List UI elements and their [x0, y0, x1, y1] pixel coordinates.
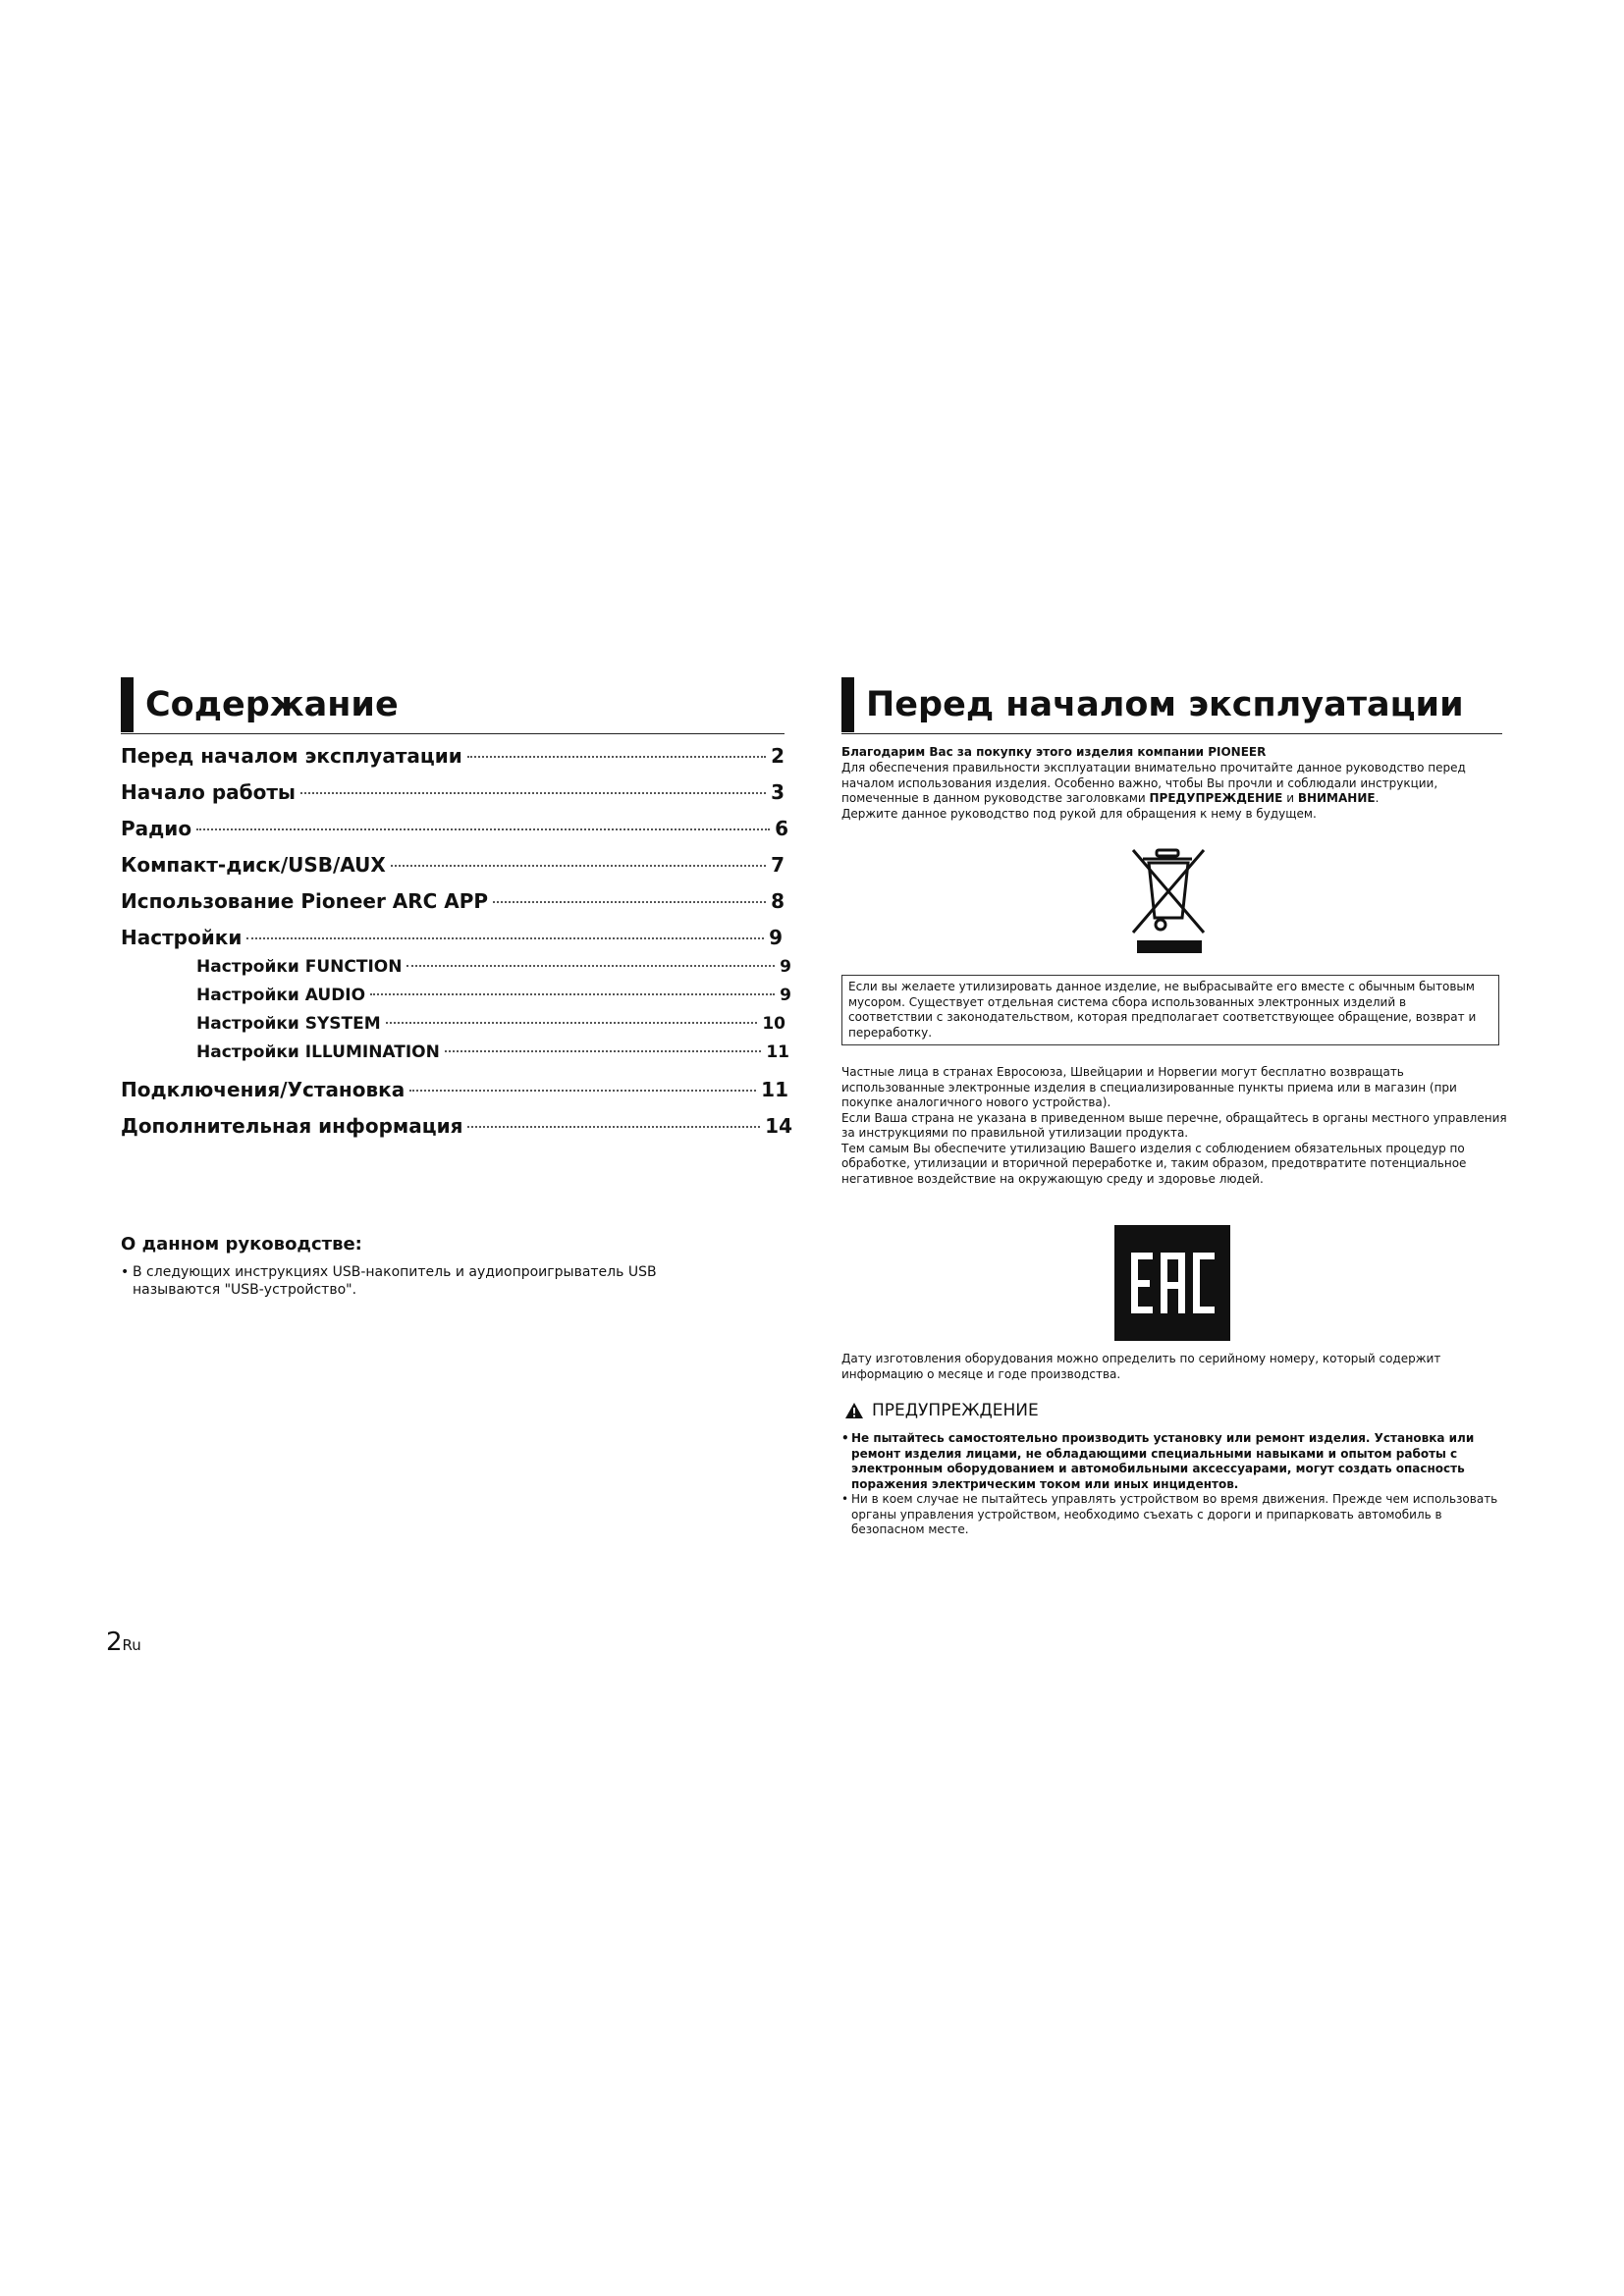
eu-text-3: Тем самым Вы обеспечите утилизацию Вашего изделия с соблюдением обязательных процедур по обработке, утилизации и вторичной переработке и, таким образом, предотвратите потенциальное негативное воздействие на окружающую среду и здоровье людей.	[841, 1141, 1467, 1186]
toc-entry[interactable]	[121, 817, 788, 840]
before-heading-text: Перед началом эксплуатации	[866, 684, 1464, 724]
toc-entry-title: Радио	[121, 817, 192, 840]
warning-item	[841, 1492, 1509, 1538]
toc-sub-page: 9	[780, 986, 791, 1005]
toc-entry[interactable]	[121, 744, 785, 768]
toc-entry-page: 2	[771, 744, 785, 768]
about-manual-bullet	[121, 1263, 710, 1299]
toc-leader	[391, 865, 766, 867]
toc-sub-entry[interactable]	[196, 957, 791, 977]
heading-bar	[121, 677, 134, 732]
toc-entry-title: Начало работы	[121, 780, 297, 804]
toc-entry[interactable]	[121, 926, 783, 949]
toc-entry-page: 8	[771, 889, 785, 913]
bin-handle	[1157, 850, 1178, 856]
intro-text: Для обеспечения правильности эксплуатации внимательно прочитайте данное руководство перед началом использования изделия. Особенно важно, чтобы Вы прочли и соблюдали инструкции, помеченные в данном руководстве заголовками	[841, 761, 1466, 805]
about-manual-text: В следующих инструкциях USB-накопитель и аудиопроигрыватель USB называются "USB-устройство".	[133, 1264, 657, 1298]
intro-end: .	[1375, 791, 1380, 805]
toc-sub-entry[interactable]	[196, 1014, 785, 1034]
toc-sub-entry[interactable]	[196, 986, 791, 1005]
toc-sub-page: 9	[780, 957, 791, 977]
eac-c-top	[1193, 1253, 1215, 1259]
toc-leader	[300, 792, 766, 794]
eac-a-top	[1161, 1253, 1185, 1259]
toc-entry-title: Компакт-диск/USB/AUX	[121, 853, 386, 877]
toc-entry-title: Перед началом эксплуатации	[121, 744, 462, 768]
toc-entry-page: 11	[761, 1078, 788, 1101]
eac-c-bottom	[1193, 1307, 1215, 1313]
bin-underline-bar	[1137, 940, 1202, 953]
eac-c-stem	[1193, 1253, 1200, 1313]
toc-leader	[493, 901, 766, 903]
about-manual-title: О данном руководстве:	[121, 1234, 362, 1255]
intro-keep-text: Держите данное руководство под рукой для обращения к нему в будущем.	[841, 806, 1317, 821]
toc-sub-entry[interactable]	[196, 1042, 789, 1062]
warning-item	[841, 1431, 1509, 1492]
manufacture-date-text: Дату изготовления оборудования можно определить по серийному номеру, который содержит информацию о месяце и годе производства.	[841, 1352, 1441, 1381]
warning-title: ПРЕДУПРЕЖДЕНИЕ	[872, 1401, 1039, 1420]
warning-item-text: Ни в коем случае не пытайтесь управлять устройством во время движения. Прежде чем использовать органы управления устройством, необходимо съехать с дороги и припарковать автомобиль в безопасном месте.	[851, 1492, 1498, 1536]
warning-item-text: Не пытайтесь самостоятельно производить установку или ремонт изделия. Установка или ремонт изделия лицами, не обладающими специальными навыками и опытом работы с электронным оборудованием и автомобильными аксессуарами, могут создать опасность поражения электрическим током или иных инцидентов.	[851, 1431, 1475, 1491]
toc-leader	[445, 1050, 761, 1052]
bullet-dot: •	[121, 1264, 130, 1280]
toc-sub-page: 11	[766, 1042, 789, 1062]
eu-text-2: Если Ваша страна не указана в приведенном выше перечне, обращайтесь в органы местного управления за инструкциями по правильной утилизации продукта.	[841, 1110, 1507, 1140]
intro-bold-caution: ВНИМАНИЕ	[1297, 791, 1376, 805]
toc-entry-title: Настройки	[121, 926, 243, 949]
eac-a-mid	[1161, 1282, 1185, 1289]
toc-entry-page: 3	[771, 780, 785, 804]
intro-and: и	[1282, 791, 1298, 805]
toc-sub-page: 10	[762, 1014, 785, 1034]
page-number-digit: 2	[106, 1628, 123, 1657]
toc-entry[interactable]	[121, 1114, 792, 1138]
toc-leader	[467, 756, 766, 758]
thanks-line: Благодарим Вас за покупку этого изделия компании PIONEER	[841, 745, 1267, 759]
eac-e-top	[1131, 1253, 1153, 1259]
toc-leader	[409, 1090, 756, 1092]
page-number	[106, 1628, 141, 1657]
toc-heading-text: Содержание	[145, 684, 399, 724]
bullet-dot: •	[841, 1431, 849, 1445]
toc-entry-title: Дополнительная информация	[121, 1114, 463, 1138]
intro-bold-warning: ПРЕДУПРЕЖДЕНИЕ	[1149, 791, 1283, 805]
toc-entry[interactable]	[121, 853, 785, 877]
heading-bar	[841, 677, 854, 732]
toc-entry[interactable]	[121, 889, 785, 913]
wheelie-bin-icon	[1127, 844, 1210, 959]
toc-sub-title: Настройки AUDIO	[196, 986, 366, 1005]
toc-entry-title: Подключения/Установка	[121, 1078, 406, 1101]
warning-header	[844, 1401, 1039, 1420]
toc-leader	[370, 993, 775, 995]
toc-leader	[196, 828, 770, 830]
warning-triangle-icon	[844, 1402, 864, 1419]
eac-mark-icon	[1114, 1225, 1230, 1341]
eu-text-1: Частные лица в странах Евросоюза, Швейцарии и Норвегии могут бесплатно возвращать использованные электронные изделия в специализированные пункты приема или в магазин (при покупке аналогичного нового устройства).	[841, 1065, 1457, 1109]
toc-entry-page: 14	[765, 1114, 792, 1138]
toc-entry-title: Использование Pioneer ARC APP	[121, 889, 489, 913]
toc-sub-title: Настройки ILLUMINATION	[196, 1042, 440, 1062]
toc-entry[interactable]	[121, 780, 785, 804]
toc-entry-page: 7	[771, 853, 785, 877]
before-heading	[841, 675, 1502, 734]
toc-leader	[467, 1126, 760, 1128]
exclamation-bar	[853, 1408, 855, 1414]
intro-paragraph	[841, 761, 1509, 822]
toc-sub-title: Настройки FUNCTION	[196, 957, 403, 977]
toc-entry-page: 9	[769, 926, 783, 949]
bin-wheel	[1156, 920, 1165, 930]
toc-sub-title: Настройки SYSTEM	[196, 1014, 381, 1034]
eac-e-mid	[1131, 1280, 1150, 1287]
toc-leader	[406, 965, 775, 967]
page-number-lang: Ru	[122, 1636, 141, 1654]
eu-disposal-text	[841, 1065, 1509, 1187]
exclamation-dot	[853, 1415, 855, 1417]
toc-entry[interactable]	[121, 1078, 788, 1101]
toc-heading	[121, 675, 785, 734]
disposal-box: Если вы желаете утилизировать данное изделие, не выбрасывайте его вместе с обычным бытовым мусором. Существует отдельная система сбора использованных электронных изделий в соответствии с законодательством, которая предполагает соответствующее обращение, возврат и переработку.	[841, 975, 1499, 1045]
eac-e-bottom	[1131, 1307, 1153, 1313]
toc-leader	[246, 937, 764, 939]
toc-leader	[386, 1022, 758, 1024]
toc-entry-page: 6	[775, 817, 788, 840]
warning-list	[841, 1431, 1509, 1538]
bullet-dot: •	[841, 1492, 849, 1506]
